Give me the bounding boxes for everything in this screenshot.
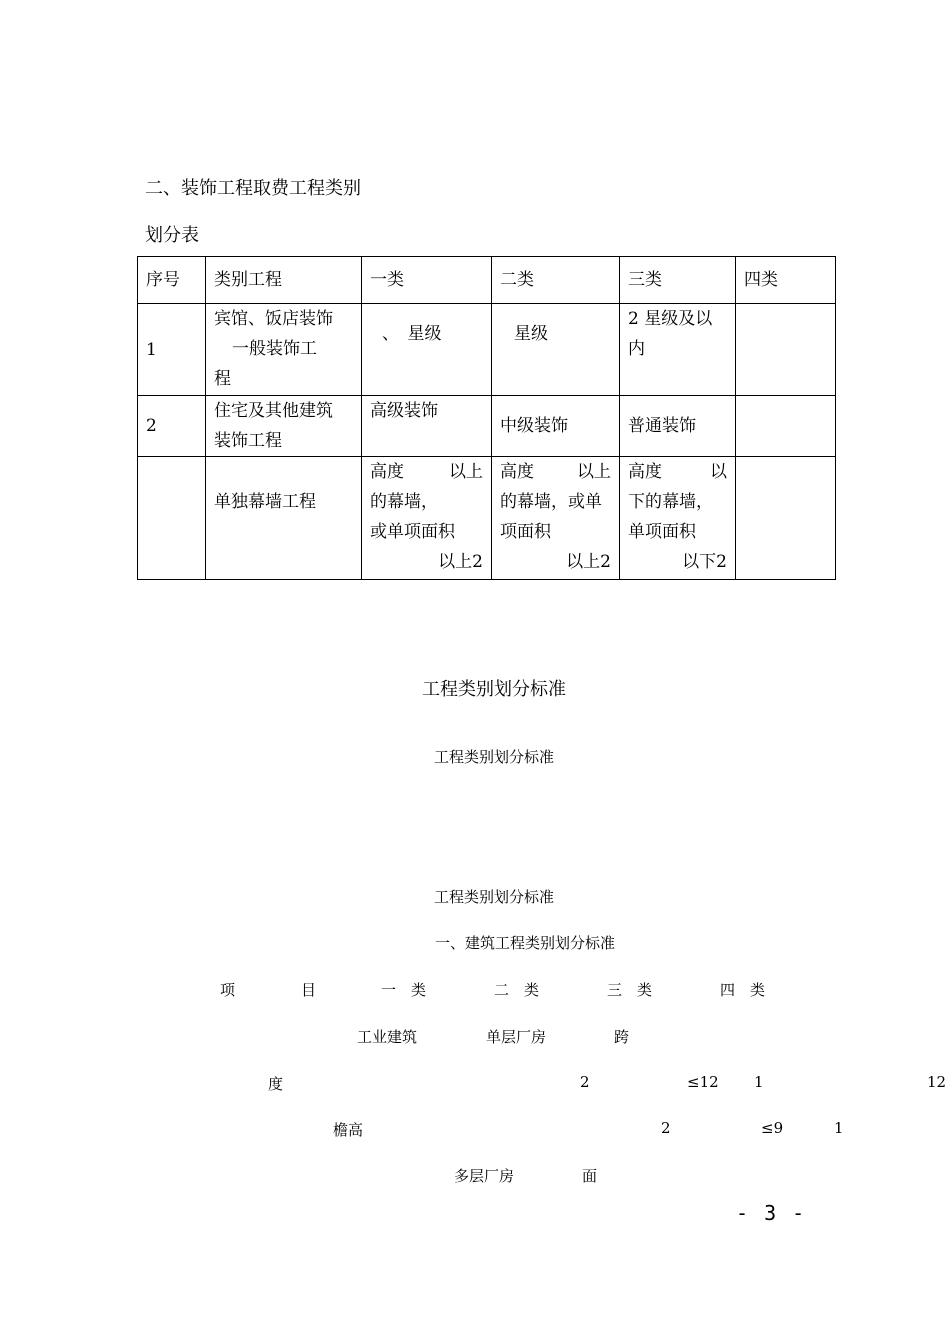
fragment-eaves: 檐高	[333, 1121, 364, 1139]
class-three-cell	[620, 304, 736, 396]
fragment-degree-1: 1	[754, 1073, 764, 1091]
category-cell	[206, 457, 362, 580]
fee-category-table	[137, 256, 836, 580]
heading-building-standard: 一、建筑工程类别划分标准	[434, 934, 615, 952]
section-title: 二、装饰工程取费工程类别	[145, 178, 361, 199]
curtain-area-below: 以下2	[682, 552, 727, 572]
curtain-line: 下的幕墙，	[628, 492, 713, 512]
heading-standard-3: 工程类别划分标准	[433, 888, 554, 906]
header-cell: 三类	[620, 257, 736, 304]
heading-standard-2: 工程类别划分标准	[433, 748, 554, 766]
fragment-class-three: 三 类	[607, 981, 653, 999]
header-cell: 类别工程	[206, 257, 362, 304]
fragment-class-two: 二 类	[494, 981, 540, 999]
section-subtitle: 划分表	[145, 225, 199, 246]
fragment-industrial: 工业建筑	[357, 1028, 418, 1046]
row-number: 2	[138, 396, 206, 457]
fragment-class-one: 一 类	[381, 981, 427, 999]
table-row	[138, 304, 836, 396]
curtain-height-above: 以上	[577, 462, 611, 482]
fragment-degree: 度	[268, 1075, 284, 1093]
fragment-degree-12: 12	[927, 1073, 947, 1091]
fragment-degree-le12: ≤12	[687, 1073, 719, 1091]
fragment-eaves-2: 2	[661, 1119, 671, 1137]
fragment-area: 面	[582, 1167, 598, 1185]
table-row	[138, 457, 836, 580]
class-one-cell	[362, 457, 492, 580]
class-two-cell: 中级装饰	[492, 396, 620, 457]
curtain-line: 项面积	[500, 522, 551, 542]
fragment-single-factory: 单层厂房	[486, 1028, 547, 1046]
class-four-cell	[736, 304, 836, 396]
class-three-cell	[620, 457, 736, 580]
fragment-item: 项	[220, 981, 236, 999]
row-number: 1	[138, 304, 206, 396]
category-line: 宾馆、饭店装饰	[214, 309, 333, 329]
curtain-line: 的幕墙，或单	[500, 492, 602, 512]
class-two-text: 星级	[514, 324, 548, 344]
class-three-line: 内	[628, 339, 645, 359]
curtain-line: 的幕墙，	[370, 492, 438, 512]
fragment-class-four: 四 类	[720, 981, 766, 999]
category-cell	[206, 396, 362, 457]
fragment-item: 目	[301, 981, 317, 999]
category-line: 一般装饰工	[232, 339, 317, 359]
curtain-height-above: 以上	[449, 462, 483, 482]
category-line: 住宅及其他建筑	[214, 401, 333, 421]
header-cell: 序号	[138, 257, 206, 304]
category-line: 单独幕墙工程	[214, 492, 316, 512]
table-header-row	[138, 257, 836, 304]
fragment-degree-2: 2	[580, 1073, 590, 1091]
curtain-line: 单项面积	[628, 522, 696, 542]
class-three-line: 2 星级及以	[628, 309, 713, 329]
class-four-cell	[736, 396, 836, 457]
curtain-height-label: 高度	[500, 462, 534, 482]
header-cell: 二类	[492, 257, 620, 304]
page-number: - 3 -	[736, 1201, 807, 1225]
category-line: 装饰工程	[214, 431, 282, 451]
curtain-height-label: 高度	[370, 462, 404, 482]
header-cell: 一类	[362, 257, 492, 304]
class-three-cell: 普通装饰	[620, 396, 736, 457]
category-cell	[206, 304, 362, 396]
class-two-cell	[492, 457, 620, 580]
heading-standard: 工程类别划分标准	[422, 679, 566, 700]
class-four-cell	[736, 457, 836, 580]
curtain-line: 或单项面积	[370, 522, 455, 542]
fragment-eaves-1: 1	[834, 1119, 844, 1137]
row-number	[138, 457, 206, 580]
table-row	[138, 396, 836, 457]
class-one-cell	[362, 304, 492, 396]
category-line: 程	[214, 369, 231, 389]
curtain-height-label: 高度	[628, 462, 662, 482]
fragment-eaves-le9: ≤9	[761, 1119, 784, 1137]
header-cell: 四类	[736, 257, 836, 304]
curtain-area-above: 以上2	[438, 552, 483, 572]
class-one-cell: 高级装饰	[362, 396, 492, 457]
curtain-area-above: 以上2	[566, 552, 611, 572]
class-one-text: 、 星级	[382, 324, 442, 344]
fragment-multi-factory: 多层厂房	[454, 1167, 515, 1185]
class-two-cell	[492, 304, 620, 396]
fragment-span: 跨	[614, 1028, 630, 1046]
curtain-height-below: 以	[710, 462, 727, 482]
